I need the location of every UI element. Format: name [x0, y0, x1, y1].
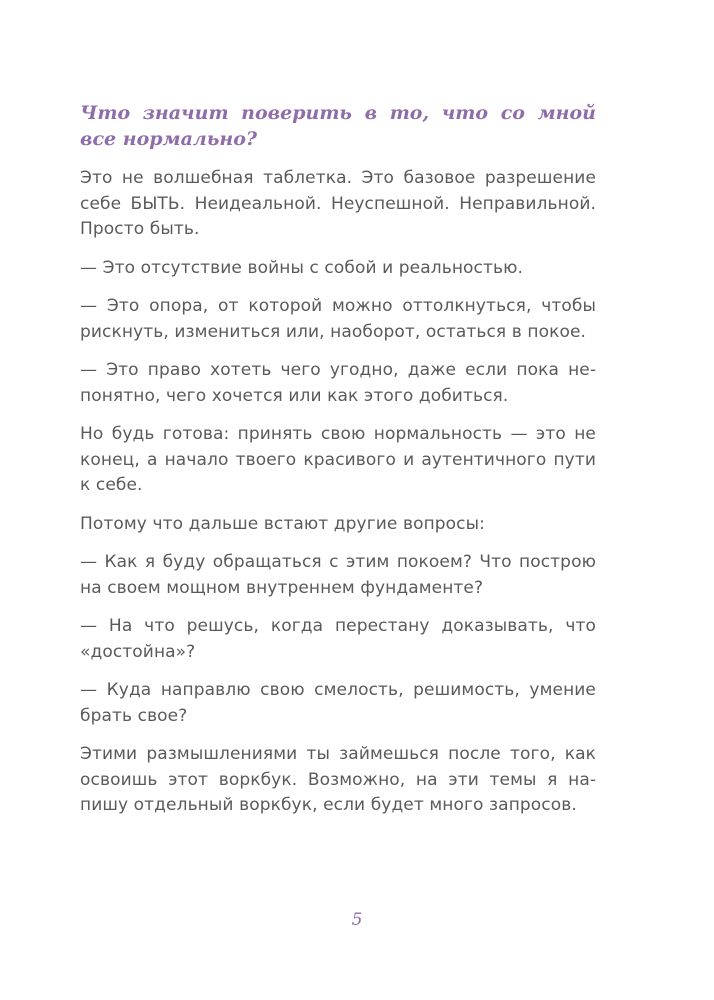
section-heading: Что значит поверить в то, что со мной все нормально? — [80, 102, 596, 150]
page-content — [80, 100, 596, 832]
question-item-courage: — Куда направлю свою смелость, решимость, умение брать свое? — [80, 680, 596, 726]
paragraph-next-questions: Потому что дальше встают другие вопросы: — [80, 513, 485, 534]
paragraph-be-ready: Но будь готова: принять свою нормальность — это не конец, а начало твоего красивого и аутентичного пути к себе. — [80, 424, 596, 495]
question-item-decide: — На что решусь, когда перестану доказывать, что «достойна»? — [80, 616, 596, 662]
page-number: 5 — [351, 910, 363, 930]
paragraph-closing: Этими размышлениями ты займешься после того, как освоишь этот воркбук. Возможно, на эти темы я напишу отдельный воркбук, если будет много запросов. — [80, 744, 596, 815]
paragraph-intro: Это не волшебная таблетка. Это базовое разрешение себе БЫТЬ. Неидеальной. Неуспешной. Неправильной. Просто быть. — [80, 168, 596, 239]
list-item-no-war: — Это отсутствие войны с собой и реальностью. — [80, 257, 524, 278]
list-item-support: — Это опора, от которой можно оттолкнуться, чтобы рискнуть, измениться или, наоборот, остаться в покое. — [80, 296, 596, 342]
question-item-calm: — Как я буду обращаться с этим покоем? Что построю на своем мощном внутреннем фундаменте? — [80, 552, 596, 598]
list-item-right-to-want: — Это право хотеть чего угодно, даже если пока непонятно, чего хочется или как этого добиться. — [80, 360, 596, 406]
